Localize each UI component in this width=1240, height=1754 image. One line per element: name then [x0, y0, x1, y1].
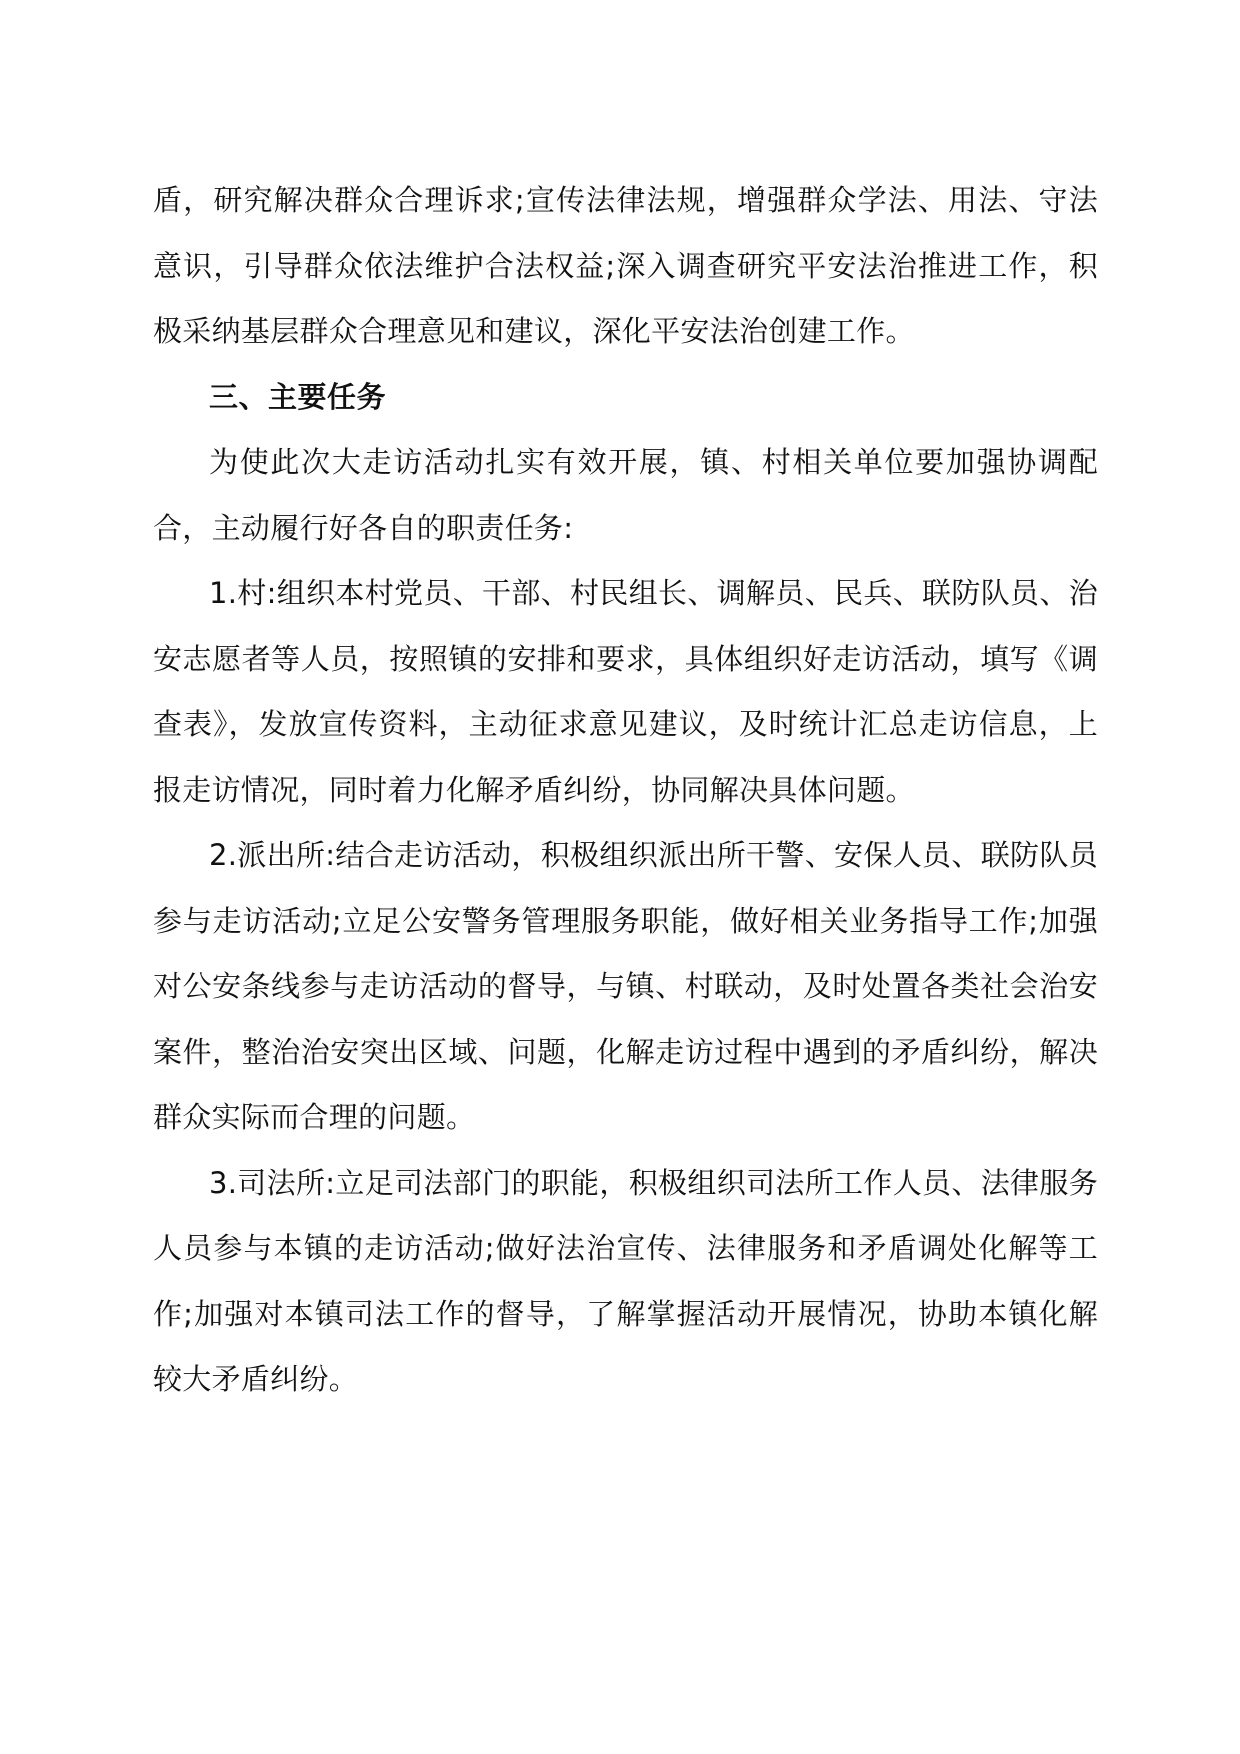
- document-body: [153, 168, 1098, 1413]
- paragraph-intro: 为使此次大走访活动扎实有效开展，镇、村相关单位要加强协调配合，主动履行好各自的职责任务:: [153, 445, 1098, 545]
- section-heading: 三、主要任务: [209, 379, 387, 414]
- paragraph-continuation: 盾，研究解决群众合理诉求;宣传法律法规，增强群众学法、用法、守法意识，引导群众依法维护合法权益;深入调查研究平安法治推进工作，积极采纳基层群众合理意见和建议，深化平安法治创建工作。: [153, 183, 1098, 348]
- paragraph-item-village: 1.村:组织本村党员、干部、村民组长、调解员、民兵、联防队员、治安志愿者等人员，按照镇的安排和要求，具体组织好走访活动，填写《调查表》，发放宣传资料，主动征求意见建议，及时统计汇总走访信息，上报走访情况，同时着力化解矛盾纠纷，协同解决具体问题。: [153, 576, 1098, 807]
- paragraph-item-police-station: 2.派出所:结合走访活动，积极组织派出所干警、安保人员、联防队员参与走访活动;立足公安警务管理服务职能，做好相关业务指导工作;加强对公安条线参与走访活动的督导，与镇、村联动，及时处置各类社会治安案件，整治治安突出区域、问题，化解走访过程中遇到的矛盾纠纷，解决群众实际而合理的问题。: [153, 838, 1098, 1134]
- paragraph-item-judicial-office: 3.司法所:立足司法部门的职能，积极组织司法所工作人员、法律服务人员参与本镇的走访活动;做好法治宣传、法律服务和矛盾调处化解等工作;加强对本镇司法工作的督导，了解掌握活动开展情况，协助本镇化解较大矛盾纠纷。: [153, 1165, 1098, 1396]
